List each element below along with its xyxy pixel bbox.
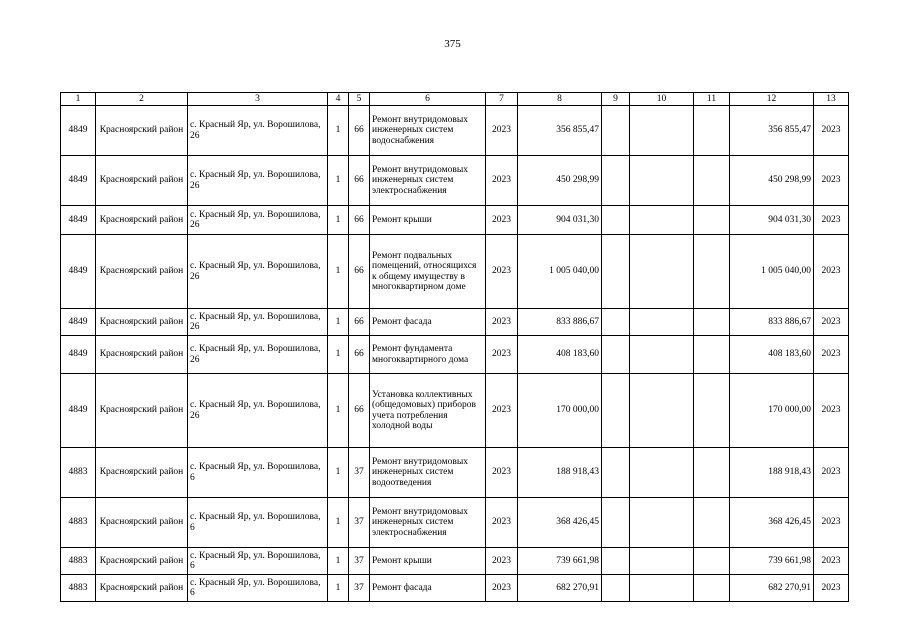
cell-floors: 1	[328, 448, 349, 498]
cell-flats: 66	[349, 206, 370, 235]
cell-flats: 37	[349, 575, 370, 602]
cell-year: 2023	[486, 448, 518, 498]
cell-c10	[630, 336, 694, 374]
cell-work: Ремонт подвальных помещений, относящихся к общему имуществу в многоквартирном доме	[370, 235, 486, 309]
cell-address: с. Красный Яр, ул. Ворошилова, 26	[188, 156, 328, 206]
cell-address: с. Красный Яр, ул. Ворошилова, 26	[188, 235, 328, 309]
cell-flats: 66	[349, 374, 370, 448]
cell-total: 368 426,45	[518, 498, 602, 548]
cell-c9	[602, 156, 630, 206]
table-row	[61, 156, 849, 206]
cell-c10	[630, 206, 694, 235]
cell-work: Ремонт крыши	[370, 548, 486, 575]
table-row	[61, 498, 849, 548]
cell-num: 4883	[61, 448, 96, 498]
cell-c10	[630, 548, 694, 575]
cell-address: с. Красный Яр, ул. Ворошилова, 6	[188, 448, 328, 498]
cell-work: Ремонт внутридомовых инженерных систем электроснабжения	[370, 498, 486, 548]
column-header: 11	[694, 93, 730, 106]
cell-address: с. Красный Яр, ул. Ворошилова, 26	[188, 374, 328, 448]
cell-c9	[602, 106, 630, 156]
cell-work: Установка коллективных (общедомовых) приборов учета потребления холодной воды	[370, 374, 486, 448]
cell-c11	[694, 374, 730, 448]
cell-total: 170 000,00	[518, 374, 602, 448]
cell-year: 2023	[486, 206, 518, 235]
cell-c9	[602, 235, 630, 309]
cell-c10	[630, 448, 694, 498]
column-header: 12	[730, 93, 814, 106]
cell-address: с. Красный Яр, ул. Ворошилова, 6	[188, 575, 328, 602]
cell-c11	[694, 235, 730, 309]
cell-work: Ремонт внутридомовых инженерных систем водоснабжения	[370, 106, 486, 156]
cell-flats: 66	[349, 336, 370, 374]
cell-floors: 1	[328, 235, 349, 309]
cell-floors: 1	[328, 374, 349, 448]
column-header: 5	[349, 93, 370, 106]
cell-floors: 1	[328, 309, 349, 336]
table-row	[61, 106, 849, 156]
cell-c13: 2023	[814, 106, 849, 156]
cell-flats: 37	[349, 448, 370, 498]
cell-district: Красноярский район	[96, 206, 188, 235]
table-row	[61, 235, 849, 309]
cell-c11	[694, 309, 730, 336]
cell-c11	[694, 575, 730, 602]
column-header: 10	[630, 93, 694, 106]
cell-flats: 66	[349, 309, 370, 336]
cell-floors: 1	[328, 498, 349, 548]
cell-c13: 2023	[814, 575, 849, 602]
cell-c9	[602, 575, 630, 602]
table-row	[61, 548, 849, 575]
cell-work: Ремонт внутридомовых инженерных систем электроснабжения	[370, 156, 486, 206]
cell-district: Красноярский район	[96, 336, 188, 374]
cell-c13: 2023	[814, 309, 849, 336]
cell-c12: 739 661,98	[730, 548, 814, 575]
cell-c11	[694, 548, 730, 575]
column-number-row	[61, 93, 849, 106]
cell-c13: 2023	[814, 235, 849, 309]
cell-work: Ремонт крыши	[370, 206, 486, 235]
cell-num: 4883	[61, 548, 96, 575]
cell-flats: 66	[349, 156, 370, 206]
cell-c13: 2023	[814, 374, 849, 448]
cell-district: Красноярский район	[96, 498, 188, 548]
column-header: 13	[814, 93, 849, 106]
cell-flats: 66	[349, 235, 370, 309]
cell-district: Красноярский район	[96, 235, 188, 309]
cell-floors: 1	[328, 575, 349, 602]
cell-address: с. Красный Яр, ул. Ворошилова, 26	[188, 106, 328, 156]
cell-c12: 188 918,43	[730, 448, 814, 498]
cell-c9	[602, 498, 630, 548]
cell-total: 408 183,60	[518, 336, 602, 374]
cell-c12: 408 183,60	[730, 336, 814, 374]
cell-num: 4849	[61, 235, 96, 309]
table-row	[61, 575, 849, 602]
cell-year: 2023	[486, 235, 518, 309]
cell-total: 739 661,98	[518, 548, 602, 575]
cell-c10	[630, 498, 694, 548]
cell-total: 188 918,43	[518, 448, 602, 498]
page-number: 375	[444, 38, 461, 50]
repair-plan-table	[60, 92, 849, 602]
cell-year: 2023	[486, 374, 518, 448]
cell-c9	[602, 448, 630, 498]
cell-c13: 2023	[814, 336, 849, 374]
cell-year: 2023	[486, 548, 518, 575]
cell-num: 4849	[61, 206, 96, 235]
cell-address: с. Красный Яр, ул. Ворошилова, 26	[188, 309, 328, 336]
cell-c11	[694, 106, 730, 156]
cell-c13: 2023	[814, 156, 849, 206]
cell-floors: 1	[328, 336, 349, 374]
cell-c9	[602, 336, 630, 374]
cell-c12: 904 031,30	[730, 206, 814, 235]
cell-num: 4849	[61, 106, 96, 156]
cell-num: 4849	[61, 309, 96, 336]
cell-flats: 37	[349, 498, 370, 548]
table-row	[61, 309, 849, 336]
cell-total: 682 270,91	[518, 575, 602, 602]
cell-district: Красноярский район	[96, 374, 188, 448]
cell-year: 2023	[486, 156, 518, 206]
cell-work: Ремонт фасада	[370, 309, 486, 336]
table-row	[61, 374, 849, 448]
cell-floors: 1	[328, 156, 349, 206]
cell-c9	[602, 309, 630, 336]
cell-year: 2023	[486, 336, 518, 374]
cell-floors: 1	[328, 206, 349, 235]
cell-c9	[602, 548, 630, 575]
cell-c13: 2023	[814, 448, 849, 498]
cell-district: Красноярский район	[96, 448, 188, 498]
cell-c10	[630, 106, 694, 156]
cell-c11	[694, 448, 730, 498]
cell-address: с. Красный Яр, ул. Ворошилова, 26	[188, 206, 328, 235]
cell-district: Красноярский район	[96, 309, 188, 336]
column-header: 2	[96, 93, 188, 106]
cell-num: 4849	[61, 374, 96, 448]
cell-floors: 1	[328, 106, 349, 156]
cell-c12: 368 426,45	[730, 498, 814, 548]
cell-address: с. Красный Яр, ул. Ворошилова, 26	[188, 336, 328, 374]
column-header: 8	[518, 93, 602, 106]
cell-c13: 2023	[814, 548, 849, 575]
cell-c10	[630, 156, 694, 206]
cell-c11	[694, 498, 730, 548]
column-header: 4	[328, 93, 349, 106]
cell-year: 2023	[486, 498, 518, 548]
cell-c12: 682 270,91	[730, 575, 814, 602]
table-row	[61, 448, 849, 498]
cell-c12: 356 855,47	[730, 106, 814, 156]
cell-c12: 1 005 040,00	[730, 235, 814, 309]
table-row	[61, 336, 849, 374]
cell-district: Красноярский район	[96, 575, 188, 602]
cell-c11	[694, 206, 730, 235]
cell-num: 4849	[61, 156, 96, 206]
table-body	[61, 106, 849, 602]
cell-total: 356 855,47	[518, 106, 602, 156]
cell-flats: 37	[349, 548, 370, 575]
cell-work: Ремонт внутридомовых инженерных систем водоотведения	[370, 448, 486, 498]
column-header: 7	[486, 93, 518, 106]
cell-total: 904 031,30	[518, 206, 602, 235]
column-header: 1	[61, 93, 96, 106]
cell-total: 833 886,67	[518, 309, 602, 336]
cell-total: 1 005 040,00	[518, 235, 602, 309]
cell-c11	[694, 156, 730, 206]
cell-flats: 66	[349, 106, 370, 156]
cell-c13: 2023	[814, 206, 849, 235]
cell-c10	[630, 235, 694, 309]
cell-work: Ремонт фундамента многоквартирного дома	[370, 336, 486, 374]
cell-c10	[630, 374, 694, 448]
table-row	[61, 206, 849, 235]
cell-floors: 1	[328, 548, 349, 575]
cell-district: Красноярский район	[96, 106, 188, 156]
cell-district: Красноярский район	[96, 548, 188, 575]
cell-work: Ремонт фасада	[370, 575, 486, 602]
cell-address: с. Красный Яр, ул. Ворошилова, 6	[188, 498, 328, 548]
cell-c10	[630, 575, 694, 602]
cell-c9	[602, 374, 630, 448]
column-header: 3	[188, 93, 328, 106]
cell-address: с. Красный Яр, ул. Ворошилова, 6	[188, 548, 328, 575]
cell-year: 2023	[486, 309, 518, 336]
column-header: 6	[370, 93, 486, 106]
cell-c12: 170 000,00	[730, 374, 814, 448]
cell-c11	[694, 336, 730, 374]
cell-year: 2023	[486, 106, 518, 156]
cell-c12: 833 886,67	[730, 309, 814, 336]
cell-year: 2023	[486, 575, 518, 602]
cell-num: 4883	[61, 575, 96, 602]
cell-num: 4883	[61, 498, 96, 548]
column-header: 9	[602, 93, 630, 106]
cell-c10	[630, 309, 694, 336]
cell-district: Красноярский район	[96, 156, 188, 206]
cell-c12: 450 298,99	[730, 156, 814, 206]
cell-num: 4849	[61, 336, 96, 374]
cell-total: 450 298,99	[518, 156, 602, 206]
cell-c13: 2023	[814, 498, 849, 548]
cell-c9	[602, 206, 630, 235]
